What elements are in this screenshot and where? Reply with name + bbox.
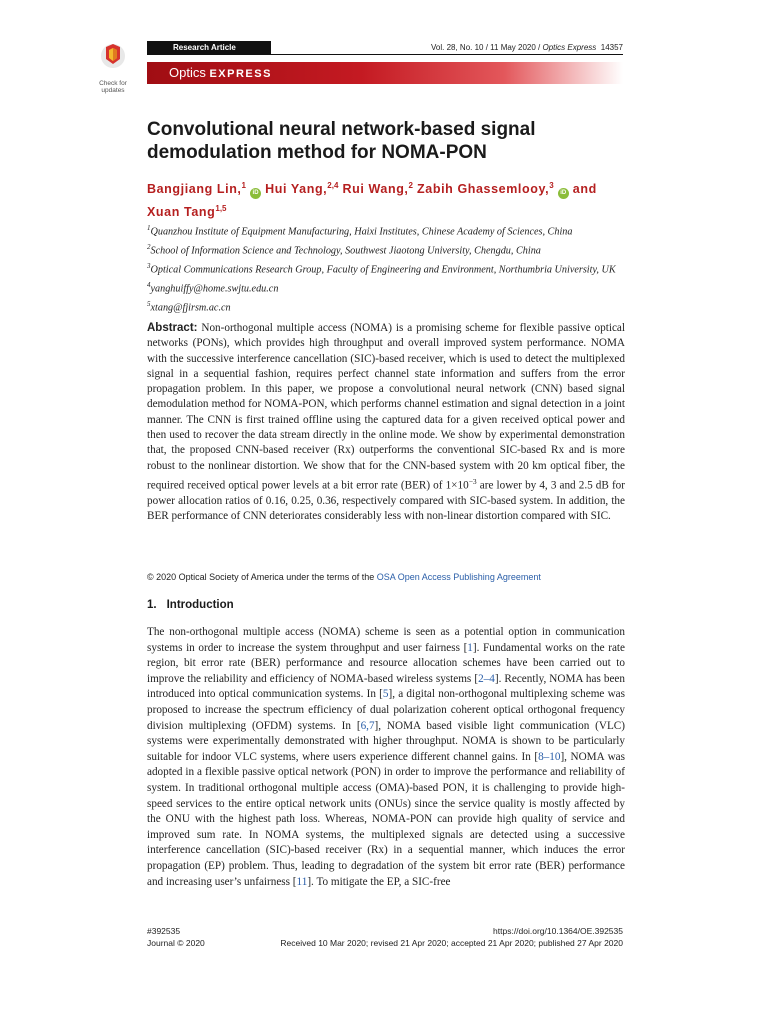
author-sup: 1 [241,181,246,190]
email-item[interactable] [147,278,627,297]
abstract-exponent: −3 [468,476,477,486]
abstract-label: Abstract: [147,322,198,334]
article-type-label: Research Article [147,41,271,55]
section-heading [147,599,234,611]
check-for-updates-badge[interactable] [93,42,133,94]
affiliation-list [147,221,627,315]
citation-link[interactable]: 1 [467,641,473,654]
page-footer [147,925,623,949]
journal-logo-band [147,62,623,84]
author-name: Zabih Ghassemlooy, [417,182,550,197]
orcid-icon[interactable]: iD [250,188,261,199]
copyright-notice [147,571,625,583]
author-sup: 2 [408,181,413,190]
intro-text: ]. Recently, NOMA has been introduced into optical communication systems. In [ [147,672,625,701]
affiliation-sup: 1 [147,224,151,232]
author-yang[interactable] [265,182,338,196]
journal-copyright: Journal © 2020 [147,938,205,948]
affiliation-item [147,240,627,259]
intro-text: ], NOMA was adopted in a flexible passive optical network (PON) in order to improve the performance and reliability of system. In traditional orthogonal multiple access (OMA)-based PON, it is challenging to provide high-speed services to the entire optical network units (ONUs) since the service quality is mostly affected by the ONU with the highest path loss. Whereas, NOMA-PON can provide high quality of service and improved sum rate. In NOMA systems, the multiplexed signals are detected using a successive interference cancellation (SIC)-based receiver (Rx) in a sequential manner, which induces the error propagation (EP) problem. Thus, leading to degradation of the system bit error rate (BER) performance and increasing user’s unfairness [ [147,750,625,888]
email-item[interactable] [147,297,627,316]
check-for-updates-icon [93,42,133,74]
open-access-link[interactable]: OSA Open Access Publishing Agreement [376,572,541,582]
affiliation-sup: 2 [147,242,151,251]
author-lin[interactable] [147,182,246,196]
author-sup: 1,5 [215,204,227,214]
journal-header [147,41,623,55]
abstract [147,321,625,525]
abstract-text-a: Non-orthogonal multiple access (NOMA) is a promising scheme for flexible passive optical networks (PONs), which provides high throughput and overall improved system performance. NOMA with the successive interference cancellation (SIC)-based receiver, which is used to detect the multiplexed signal in a sequential fashion, requires perfect channel state information and suffers from the error propagation problem. In this paper, we propose a convolutional neural network (CNN) based signal demodulation method for NOMA-PON, which performs channel estimation and signal detection in a joint manner. The CNN is first trained offline using the captured data for a given received optical power and then used to recover the data stream directly in the online mode. We show by experimental demonstration that, the proposed CNN-based receiver (Rx) outperforms the conventional SIC-based Rx and is more robust to the nonlinear distortion. We show that for the CNN-based system with 20 km optical fiber, the required received optical power levels at a bit error rate (BER) of 1×10 [147,322,625,492]
author-ghassemlooy[interactable] [417,182,554,196]
journal-logo-word2: EXPRESS [209,68,272,80]
affiliation-sup: 5 [147,299,151,308]
section-number: 1. [147,599,157,611]
citation-journal: Optics Express [542,43,597,52]
citation-link[interactable]: 2–4 [478,672,495,685]
citation-page: 14357 [600,43,623,52]
publication-dates: Received 10 Mar 2020; revised 21 Apr 2020; accepted 21 Apr 2020; published 27 Apr 2020 [280,938,623,948]
check-for-updates-label: Check for updates [99,80,127,94]
intro-text: ], NOMA based visible light communication (VLC) systems were experimentally demonstrated with higher throughput. NOMA is shown to be particularly suitable for indoor VLC systems, where users experience different channel gains. In [ [147,719,625,763]
author-sup: 3 [549,181,554,190]
email-text: xtang@fjirsm.ac.cn [150,301,231,313]
intro-text: ], a digital non-orthogonal multiplexing scheme was proposed to increase the spectrum efficiency of dual polarization coherent optical orthogonal frequency division multiplexing (OFDM) systems. In [ [147,688,625,732]
author-name: Rui Wang, [342,182,409,197]
journal-logo-word1: Optics [169,65,206,80]
author-name: Hui Yang, [265,182,328,197]
author-wang[interactable] [342,182,413,196]
citation-link[interactable]: 8–10 [538,750,561,763]
affiliation-sup: 3 [147,261,151,270]
orcid-icon[interactable]: iD [558,188,569,199]
email-text: yanghuiffy@home.swjtu.edu.cn [150,283,279,295]
intro-text: ]. Fundamental works on the rate region, bit error rate (BER) performance and resource allocation schemes have been carried out to improve the reliability and efficiency of NOMA-based wireless systems [ [147,641,625,685]
citation-line [431,41,623,55]
article-id: #392535 [147,926,181,936]
copyright-text: © 2020 Optical Society of America under the terms of the [147,572,377,582]
affiliation-item [147,221,627,240]
affiliation-text: School of Information Science and Technology, Southwest Jiaotong University, Chengdu, China [150,245,541,257]
abstract-text-b: are lower by 4, 3 and 2.5 dB for power allocation ratios of 0.16, 0.25, 0.36, respectively compared with SIC-based system. In addition, the BER performance of CNN deteriorates considerably less with non-linear distortion compared with SIC. [147,479,626,523]
journal-logo [169,64,272,83]
citation-volume: Vol. 28, No. 10 / 11 May 2020 / [431,43,543,52]
section-title: Introduction [166,599,234,611]
author-list [147,176,627,222]
citation-link[interactable]: 5 [382,688,389,701]
author-sup: 2,4 [327,181,339,190]
doi-link[interactable]: https://doi.org/10.1364/OE.392535 [493,926,623,936]
citation-link[interactable]: 6,7 [360,719,375,732]
introduction-body [147,625,625,890]
citation-link[interactable]: 11 [296,875,308,888]
author-name: and Xuan Tang [147,182,597,220]
intro-text: The non-orthogonal multiple access (NOMA) scheme is seen as a potential option in communication systems in order to increase the system throughput and user fairness [ [147,626,625,654]
affiliation-item [147,259,627,278]
affiliation-text: Quanzhou Institute of Equipment Manufacturing, Haixi Institutes, Chinese Academy of Sciences, China [150,226,573,238]
intro-paragraph [147,625,625,890]
intro-text: ]. To mitigate the EP, a SIC-free [307,875,451,888]
affiliation-text: Optical Communications Research Group, Faculty of Engineering and Environment, Northumbria University, UK [150,264,616,276]
affiliation-sup: 4 [147,280,151,289]
article-title: Convolutional neural network-based signal demodulation method for NOMA-PON [147,119,536,163]
author-name: Bangjiang Lin, [147,182,242,197]
